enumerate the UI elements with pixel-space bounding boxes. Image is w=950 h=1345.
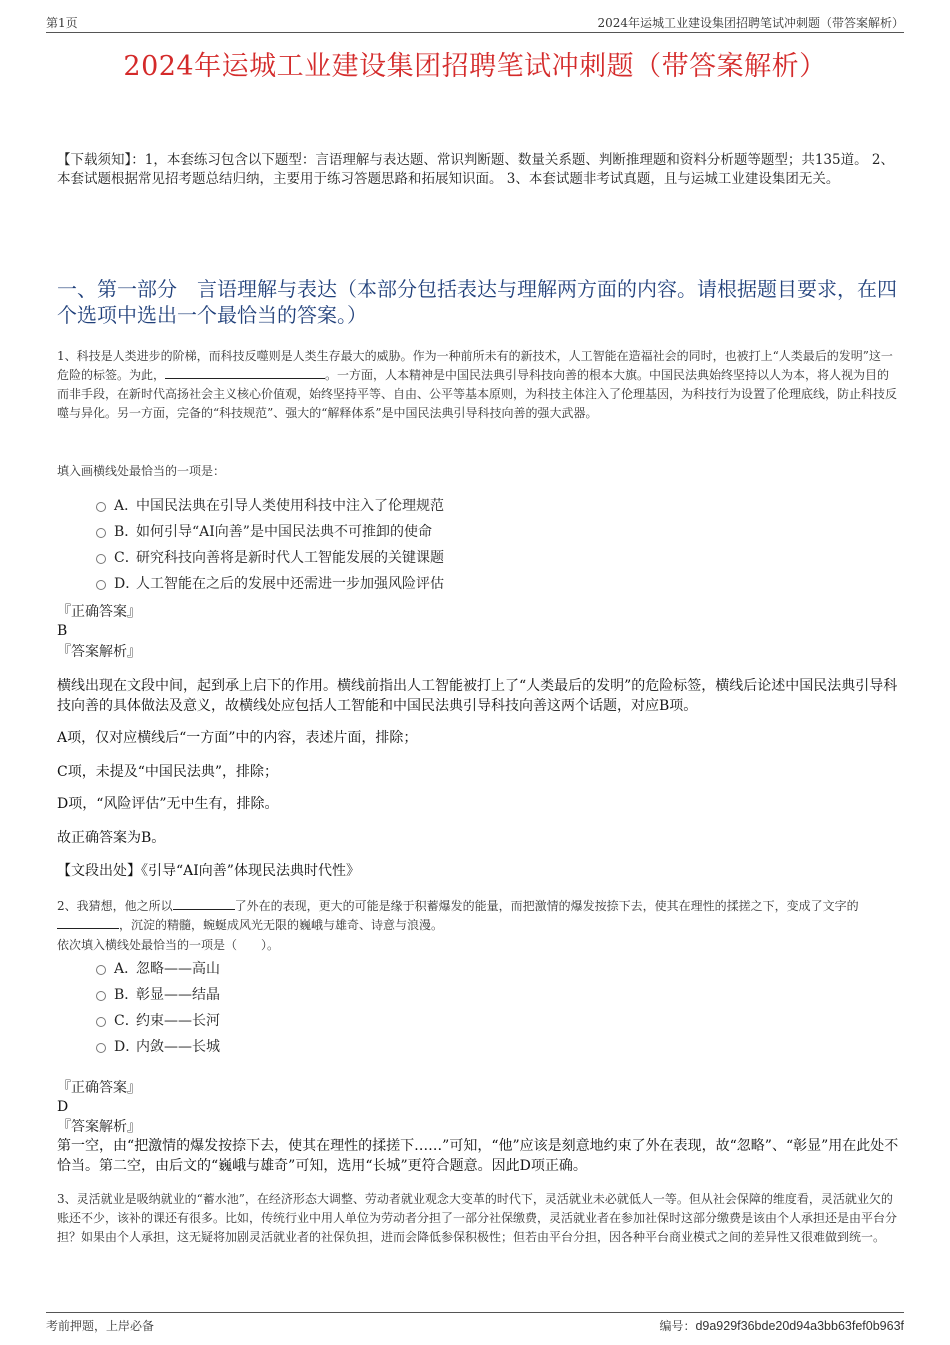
question-1-prompt: 填入画横线处最恰当的一项是：	[57, 464, 226, 478]
radio-icon[interactable]	[96, 528, 106, 538]
analysis-label: 『答案解析』	[57, 1119, 141, 1135]
question-2-option-d[interactable]: D．内敛——长城	[96, 1037, 220, 1057]
page-header	[46, 14, 904, 33]
question-1-stem	[57, 347, 900, 423]
footer-slogan: 考前押题，上岸必备	[46, 1319, 155, 1333]
analysis-label: 『答案解析』	[57, 644, 141, 660]
question-2-prompt: 依次填入横线处最恰当的一项是（ ）。	[57, 938, 280, 952]
question-2-option-a[interactable]: A．忽略——高山	[96, 959, 220, 979]
question-1-option-b[interactable]: B．如何引导“AI向善”是中国民法典不可推卸的使命	[96, 522, 432, 542]
document-code: 编号：d9a929f36bde20d94a3bb63fef0b963f	[659, 1319, 904, 1333]
radio-icon[interactable]	[96, 554, 106, 564]
page-number: 第1页	[46, 16, 78, 30]
section-heading: 一、第一部分 言语理解与表达（本部分包括表达与理解两方面的内容。请根据题目要求，在四个选项中选出一个最恰当的答案。）	[57, 277, 897, 327]
question-1-text-a: 1、科技是人类进步的阶梯，而科技反噬则是人类生存最大的威胁。作为一种前所未有的新技术，人工智能在造福社会的同时，也被打上“人类最后的发明”这一危险的标签。为此，	[57, 349, 893, 382]
radio-icon[interactable]	[96, 1043, 106, 1053]
radio-icon[interactable]	[96, 991, 106, 1001]
question-2-option-c[interactable]: C．约束——长河	[96, 1011, 220, 1031]
question-1-option-a[interactable]: A．中国民法典在引导人类使用科技中注入了伦理规范	[96, 496, 444, 516]
question-2-stem: 2、我猜想，他之所以 了外在的表现，更大的可能是缘于积蓄爆发的能量，而把激情的爆发按捺下去，使其在理性的揉搓之下，变成了文字的，沉淀的精髓，蜿蜒成风光无限的巍峨与雄奇、诗意与浪漫。	[57, 899, 859, 932]
source-citation: 【文段出处】《引导“AI向善”体现民法典时代性》	[57, 863, 360, 879]
answer-value: D	[57, 1099, 69, 1115]
answer-blank	[57, 916, 119, 929]
answer-blank	[165, 366, 325, 379]
question-3-stem: 3、灵活就业是吸纳就业的“蓄水池”，在经济形态大调整、劳动者就业观念大变革的时代下，灵活就业未必就低人一等。但从社会保障的维度看，灵活就业欠的账还不少，该补的课还有很多。比如，传统行业中用人单位为劳动者分担了一部分社保缴费，灵活就业者在参加社保时这部分缴费是该由个人承担还是由平台分担？如果由个人承担，这无疑将加剧灵活就业者的社保负担，进而会降低参保积极性；但若由平台分担，因各种平台商业模式之间的差异性又很难做到统一。	[57, 1192, 898, 1244]
answer-blank	[173, 897, 235, 910]
download-notice: 【下载须知】：1，本套练习包含以下题型：言语理解与表达题、常识判断题、数量关系题、判断推理题和资料分析题等题型；共135道。 2、本套试题根据常见招考题总结归纳，主要用于练习答题思路和拓展知识面。 3、本套试题非考试真题，且与运城工业建设集团无关。	[57, 152, 894, 187]
radio-icon[interactable]	[96, 502, 106, 512]
page-title: 2024年运城工业建设集团招聘笔试冲刺题（带答案解析）	[123, 51, 827, 82]
page-footer	[46, 1312, 904, 1335]
analysis-paragraph: C项，未提及“中国民法典”，排除；	[57, 764, 279, 780]
radio-icon[interactable]	[96, 1017, 106, 1027]
analysis-paragraph: D项，“风险评估”无中生有，排除。	[57, 796, 279, 812]
analysis-paragraph: A项，仅对应横线后“一方面”中的内容，表述片面，排除；	[57, 730, 418, 746]
analysis-paragraph: 故正确答案为B。	[57, 830, 166, 846]
question-1-option-d[interactable]: D．人工智能在之后的发展中还需进一步加强风险评估	[96, 574, 444, 594]
answer-value: B	[57, 623, 68, 639]
radio-icon[interactable]	[96, 965, 106, 975]
question-2-option-b[interactable]: B．彰显——结晶	[96, 985, 220, 1005]
answer-label: 『正确答案』	[57, 604, 141, 620]
question-1-option-c[interactable]: C．研究科技向善将是新时代人工智能发展的关键课题	[96, 548, 444, 568]
analysis-paragraph: 第一空，由“把激情的爆发按捺下去，使其在理性的揉搓下……”可知，“他”应该是刻意地约束了外在表现，故“忽略”、“彰显”用在此处不恰当。第二空，由后文的“巍峨与雄奇”可知，选用“长城”更符合题意。因此D项正确。	[57, 1138, 899, 1174]
header-doc-title: 2024年运城工业建设集团招聘笔试冲刺题（带答案解析）	[597, 16, 904, 30]
radio-icon[interactable]	[96, 580, 106, 590]
question-1-text-b: 。一方面，人本精神是中国民法典引导科技向善的根本大旗。中国民法典始终坚持以人为本，将人视为目的而非手段，在新时代高扬社会主义核心价值观，始终坚持平等、自由、公平等基本原则，为科技主体注入了伦理基因，为科技行为设置了伦理底线，防止科技反噬与异化。另一方面，完备的“科技规范”、强大的“解释体系”是中国民法典引导科技向善的强大武器。	[57, 368, 898, 420]
answer-label: 『正确答案』	[57, 1080, 141, 1096]
analysis-paragraph: 横线出现在文段中间，起到承上启下的作用。横线前指出人工智能被打上了“人类最后的发明”的危险标签，横线后论述中国民法典引导科技向善的具体做法及意义，故横线处应包括人工智能和中国民法典引导科技向善这两个话题，对应B项。	[57, 678, 898, 714]
